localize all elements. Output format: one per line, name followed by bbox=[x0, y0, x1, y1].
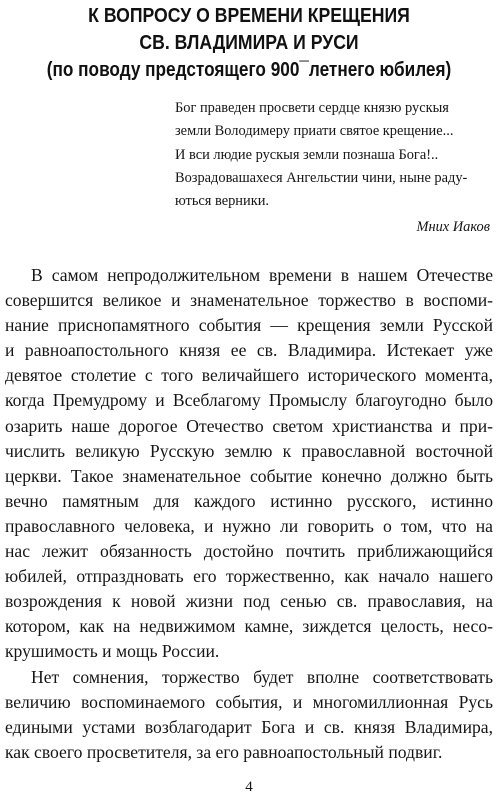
body-line: едиными устами возблагодарит Бога и св. князя Владимира, bbox=[5, 716, 493, 737]
body-line: величию воспоминаемого события, и многомиллионная Русь bbox=[5, 691, 493, 712]
title-line-3: (по поводу предстоящего 900¯летнего юбилея) bbox=[46, 59, 452, 81]
body-line: церкви. Такое знаменательное событие конечно должно быть bbox=[5, 465, 493, 486]
body-line: числить великую Русскую землю к православной восточной bbox=[5, 440, 493, 461]
epigraph bbox=[175, 97, 493, 213]
body-line: нание приснопамятного события — крещения земли Русской bbox=[5, 315, 493, 336]
body-line: вечно памятным для каждого истинно русского, истинно bbox=[5, 490, 493, 511]
body-line: озарить наше дорогое Отечество светом христианства и при- bbox=[5, 415, 493, 436]
epigraph-line: Возрадовашахеся Ангельстии чини, ныне раду- bbox=[175, 169, 468, 186]
body-line: крушимость и мощь России. bbox=[5, 641, 220, 662]
body-line: Нет сомнения, торжество будет вполне соответствовать bbox=[31, 666, 493, 687]
body-text bbox=[5, 263, 493, 765]
body-line: совершится великое и знаменательное торжество в воспоми- bbox=[5, 290, 493, 311]
body-line: девятое столетие с того величайшего исторического момента, bbox=[5, 365, 493, 386]
body-line: возрождения к новой жизни под сенью св. православия, на bbox=[5, 591, 493, 612]
epigraph-line: И вси людие рускыя земли познаша Бога!.. bbox=[175, 146, 439, 163]
body-line: когда Премудрому и Всеблагому Промыслу благоугодно было bbox=[5, 390, 493, 411]
body-line: и равноапостольного князя ее св. Владимира. Истекает уже bbox=[5, 340, 493, 361]
epigraph-line: ються верники. bbox=[175, 193, 270, 210]
page-number: 4 bbox=[245, 779, 253, 795]
title-line-2: СВ. ВЛАДИМИРА И РУСИ bbox=[139, 31, 359, 54]
body-line: нас лежит обязанность достойно почтить приближающийся bbox=[5, 541, 493, 562]
body-line: как своего просветителя, за его равноапостольный подвиг. bbox=[5, 741, 443, 762]
body-line: котором, как на недвижимом камне, зиждется целость, несо- bbox=[5, 616, 493, 637]
body-line: В самом непродолжительном времени в нашем Отечестве bbox=[31, 265, 493, 285]
body-line: юбилей, отпраздновать его торжественно, как начало нашего bbox=[5, 566, 493, 587]
epigraph-author: Мних Иаков bbox=[416, 219, 490, 235]
epigraph-line: Бог праведен просвети сердце князю рускыя bbox=[175, 100, 449, 116]
body-line: православного человека, и нужно ли говорить о том, что на bbox=[5, 515, 493, 536]
epigraph-line: земли Володимеру приати святое крещение... bbox=[175, 123, 454, 140]
title-line-1: К ВОПРОСУ О ВРЕМЕНИ КРЕЩЕНИЯ bbox=[88, 4, 410, 27]
